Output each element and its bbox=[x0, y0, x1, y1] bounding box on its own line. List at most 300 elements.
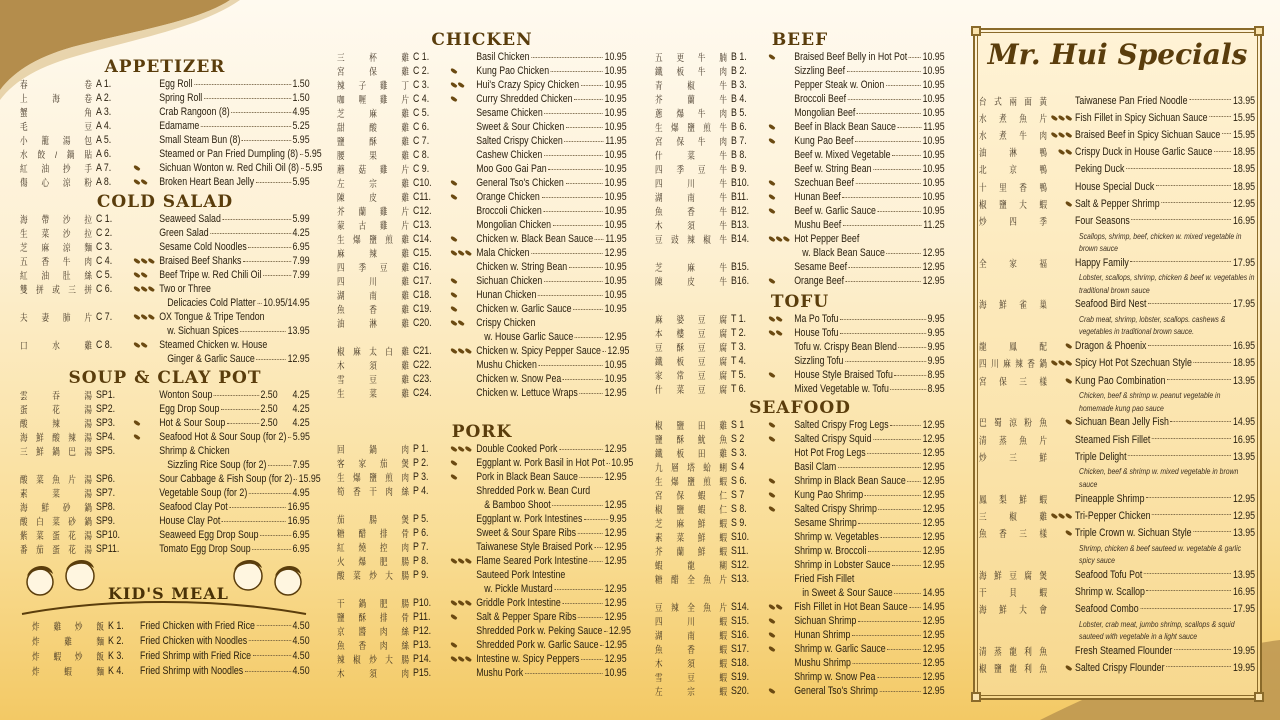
menu-item[interactable] bbox=[337, 526, 627, 540]
item-price: 10.95 bbox=[922, 191, 945, 203]
dot-leader bbox=[552, 498, 603, 506]
dot-leader bbox=[564, 134, 603, 142]
menu-item[interactable] bbox=[20, 618, 310, 633]
menu-item[interactable] bbox=[20, 444, 310, 458]
special-item[interactable] bbox=[979, 659, 1255, 676]
item-price: 2.50 bbox=[260, 417, 278, 429]
item-chinese-name: 番茄蛋花湯 bbox=[20, 545, 92, 556]
menu-item-continued[interactable] bbox=[337, 498, 627, 512]
dot-leader bbox=[606, 456, 609, 464]
menu-item[interactable] bbox=[337, 386, 627, 400]
special-item[interactable] bbox=[979, 490, 1255, 507]
item-name: Mushu Shrimp bbox=[794, 657, 851, 669]
item-code: P 9. bbox=[413, 569, 429, 581]
dot-leader bbox=[595, 232, 604, 240]
item-name: Beef Tripe w. Red Chili Oil bbox=[159, 269, 262, 281]
special-item[interactable] bbox=[979, 126, 1255, 143]
dot-leader bbox=[594, 540, 603, 548]
chili-pepper-icon bbox=[450, 473, 457, 481]
menu-item-continued[interactable] bbox=[655, 246, 945, 260]
special-item[interactable] bbox=[979, 109, 1255, 126]
item-chinese-name: 水煮魚片 bbox=[979, 113, 1047, 125]
menu-item[interactable] bbox=[337, 148, 627, 162]
chili-pepper-icon bbox=[783, 235, 790, 243]
menu-item[interactable] bbox=[655, 382, 945, 396]
menu-item[interactable] bbox=[20, 212, 310, 226]
menu-item[interactable] bbox=[337, 50, 627, 64]
item-price: 10.95 bbox=[604, 149, 627, 161]
menu-item-continued[interactable] bbox=[20, 352, 310, 366]
menu-item[interactable] bbox=[337, 106, 627, 120]
menu-item[interactable] bbox=[20, 388, 310, 402]
special-item[interactable] bbox=[979, 296, 1255, 313]
item-code: S 7 bbox=[731, 489, 745, 501]
menu-item[interactable] bbox=[655, 488, 945, 502]
menu-item[interactable] bbox=[20, 648, 310, 663]
dot-leader bbox=[1152, 507, 1231, 515]
item-name-line2: in Sweet & Sour Sauce bbox=[802, 587, 893, 599]
item-name: Seafood Combo bbox=[1075, 603, 1139, 616]
item-price: 10.95 bbox=[604, 667, 627, 679]
dot-leader bbox=[865, 488, 921, 496]
item-name: Dragon & Phoenix bbox=[1075, 340, 1147, 353]
chili-pepper-icon bbox=[768, 645, 775, 653]
menu-item[interactable] bbox=[655, 516, 945, 530]
menu-item[interactable] bbox=[20, 402, 310, 416]
item-price: 5.95 bbox=[292, 176, 310, 188]
dot-leader bbox=[578, 610, 603, 618]
menu-item[interactable] bbox=[337, 610, 627, 624]
spice-level bbox=[1047, 202, 1075, 206]
menu-item[interactable] bbox=[655, 432, 945, 446]
item-name: Shrimp in Black Bean Sauce bbox=[794, 475, 906, 487]
menu-item[interactable] bbox=[655, 232, 945, 246]
menu-item[interactable] bbox=[20, 310, 310, 324]
special-item[interactable] bbox=[979, 583, 1255, 600]
dot-leader bbox=[531, 246, 603, 254]
special-item[interactable] bbox=[979, 524, 1255, 541]
menu-item[interactable] bbox=[337, 288, 627, 302]
item-code: A 1. bbox=[96, 78, 112, 90]
menu-item[interactable] bbox=[20, 486, 310, 500]
chili-pepper-icon bbox=[450, 193, 457, 201]
menu-item[interactable] bbox=[337, 64, 627, 78]
menu-item[interactable] bbox=[655, 614, 945, 628]
menu-item[interactable] bbox=[655, 190, 945, 204]
menu-item[interactable] bbox=[655, 326, 945, 340]
chili-pepper-icon bbox=[450, 95, 457, 103]
menu-item[interactable] bbox=[655, 684, 945, 698]
item-code: P15. bbox=[413, 667, 432, 679]
item-code: T 4. bbox=[731, 355, 747, 367]
spice-level bbox=[451, 181, 477, 185]
dot-leader bbox=[563, 372, 603, 380]
menu-item[interactable] bbox=[337, 652, 627, 666]
dot-leader bbox=[1174, 642, 1231, 650]
menu-item[interactable] bbox=[655, 78, 945, 92]
spice-level bbox=[1047, 666, 1075, 670]
spice-level bbox=[769, 507, 795, 511]
chili-pepper-icon bbox=[1065, 200, 1072, 208]
menu-item[interactable] bbox=[20, 338, 310, 352]
menu-item[interactable] bbox=[337, 456, 634, 470]
item-code: B 7. bbox=[731, 135, 747, 147]
special-item[interactable] bbox=[979, 92, 1255, 109]
spice-level bbox=[1047, 133, 1075, 137]
menu-item[interactable] bbox=[337, 666, 627, 680]
item-price: 12.95 bbox=[922, 517, 945, 529]
dot-leader bbox=[573, 302, 603, 310]
spice-level bbox=[769, 689, 795, 693]
item-chinese-name: 客家茄煲 bbox=[337, 459, 409, 470]
dot-leader bbox=[907, 474, 921, 482]
menu-item-continued[interactable] bbox=[20, 458, 310, 472]
item-name: Szechuan Beef bbox=[794, 177, 854, 189]
item-chinese-name: 龍鳳配 bbox=[979, 342, 1047, 354]
menu-item[interactable] bbox=[655, 600, 945, 614]
menu-item[interactable] bbox=[337, 274, 627, 288]
chili-pepper-icon bbox=[148, 257, 155, 265]
special-item[interactable] bbox=[979, 448, 1255, 465]
chili-pepper-icon bbox=[457, 655, 464, 663]
special-item[interactable] bbox=[979, 355, 1255, 372]
special-item[interactable] bbox=[979, 144, 1255, 161]
item-chinese-name: 鹽酥排骨 bbox=[337, 613, 409, 624]
item-code: P14. bbox=[413, 653, 432, 665]
item-name: Shrimp w. Vegetables bbox=[794, 531, 879, 543]
item-code: SP6. bbox=[96, 473, 116, 485]
menu-item[interactable] bbox=[20, 430, 310, 444]
special-item[interactable] bbox=[979, 414, 1255, 431]
menu-item[interactable] bbox=[655, 64, 945, 78]
dot-leader bbox=[894, 368, 925, 376]
menu-item[interactable] bbox=[337, 78, 627, 92]
spice-level bbox=[134, 259, 160, 263]
menu-item[interactable] bbox=[337, 302, 627, 316]
chili-pepper-icon bbox=[768, 603, 775, 611]
item-name: Kung Pao Combination bbox=[1075, 374, 1166, 387]
item-code: T 1. bbox=[731, 313, 747, 325]
menu-item[interactable] bbox=[20, 500, 310, 514]
dot-leader bbox=[257, 618, 291, 626]
chili-pepper-icon bbox=[1065, 664, 1072, 672]
menu-item[interactable] bbox=[337, 470, 627, 484]
item-price: 12.95 bbox=[922, 247, 945, 259]
menu-item[interactable] bbox=[337, 596, 627, 610]
menu-item[interactable] bbox=[337, 190, 627, 204]
menu-item[interactable] bbox=[655, 120, 945, 134]
chili-pepper-icon bbox=[465, 557, 472, 565]
menu-item[interactable] bbox=[655, 354, 945, 368]
menu-item[interactable] bbox=[20, 528, 310, 542]
menu-item[interactable] bbox=[20, 91, 310, 105]
menu-item[interactable] bbox=[337, 162, 627, 176]
menu-item[interactable] bbox=[20, 175, 310, 189]
item-name-line2: w. Pickle Mustard bbox=[484, 583, 553, 595]
menu-item[interactable] bbox=[655, 106, 945, 120]
menu-item[interactable] bbox=[337, 372, 627, 386]
dot-leader bbox=[301, 161, 304, 169]
chili-pepper-icon bbox=[768, 435, 775, 443]
menu-item[interactable] bbox=[655, 134, 945, 148]
menu-item[interactable] bbox=[337, 92, 627, 106]
special-item[interactable] bbox=[979, 507, 1255, 524]
dot-leader bbox=[604, 624, 607, 632]
menu-item[interactable] bbox=[20, 542, 310, 556]
menu-item[interactable] bbox=[655, 656, 945, 670]
menu-item[interactable] bbox=[20, 119, 310, 133]
menu-item[interactable] bbox=[337, 120, 627, 134]
menu-item[interactable] bbox=[655, 274, 945, 288]
dot-leader bbox=[1128, 448, 1231, 456]
special-item[interactable] bbox=[979, 642, 1255, 659]
dot-leader bbox=[1156, 178, 1232, 186]
chili-pepper-icon bbox=[768, 631, 775, 639]
menu-item[interactable] bbox=[655, 312, 945, 326]
chili-pepper-icon bbox=[133, 164, 140, 172]
menu-item-continued[interactable] bbox=[337, 330, 627, 344]
item-price: 12.95 bbox=[922, 275, 945, 287]
menu-item[interactable] bbox=[20, 268, 310, 282]
item-price: 10.95 bbox=[604, 303, 627, 315]
item-price: 17.95 bbox=[1232, 603, 1255, 616]
menu-item[interactable] bbox=[655, 642, 945, 656]
dot-leader bbox=[227, 416, 259, 424]
item-name: Fried Chicken with Fried Rice bbox=[140, 619, 255, 632]
item-name: Kung Pao Chicken bbox=[476, 65, 550, 77]
dot-leader bbox=[538, 358, 603, 366]
item-price: 16.95 bbox=[1232, 340, 1255, 353]
item-name: Fish Fillet in Hot Bean Sauce bbox=[794, 601, 908, 613]
menu-item[interactable] bbox=[337, 554, 627, 568]
item-name: Vegetable Soup (for 2) bbox=[159, 487, 248, 499]
item-code: S15. bbox=[731, 615, 750, 627]
spice-level bbox=[769, 647, 795, 651]
item-code: C16. bbox=[413, 261, 432, 273]
item-chinese-name: 生爆鹽煎蝦 bbox=[655, 477, 727, 488]
menu-item[interactable] bbox=[20, 133, 310, 147]
dot-leader bbox=[229, 500, 286, 508]
menu-item[interactable] bbox=[20, 514, 310, 528]
menu-item[interactable] bbox=[655, 474, 945, 488]
menu-item[interactable] bbox=[337, 512, 627, 526]
special-item[interactable] bbox=[979, 431, 1255, 448]
menu-item[interactable] bbox=[655, 544, 945, 558]
menu-item[interactable] bbox=[337, 358, 627, 372]
item-price: 12.95 bbox=[1232, 197, 1255, 210]
menu-item[interactable] bbox=[20, 254, 310, 268]
menu-item[interactable] bbox=[20, 147, 322, 161]
menu-item[interactable] bbox=[20, 226, 310, 240]
item-chinese-name: 火爆肥腸 bbox=[337, 557, 409, 568]
item-name: Peking Duck bbox=[1075, 163, 1125, 176]
menu-item[interactable] bbox=[655, 572, 945, 586]
specials-title: Mr. Hui Specials bbox=[987, 38, 1248, 71]
menu-item[interactable] bbox=[337, 232, 627, 246]
menu-item-continued[interactable] bbox=[655, 586, 945, 600]
item-name: House Tofu bbox=[794, 327, 839, 339]
special-item[interactable] bbox=[979, 161, 1255, 178]
item-price: 19.95 bbox=[1232, 644, 1255, 657]
special-item[interactable] bbox=[979, 195, 1255, 212]
item-code: SP3. bbox=[96, 417, 116, 429]
item-price: 19.95 bbox=[1232, 662, 1255, 675]
special-item[interactable] bbox=[979, 254, 1255, 271]
dot-leader bbox=[566, 120, 603, 128]
menu-item[interactable] bbox=[337, 442, 627, 456]
menu-item[interactable] bbox=[20, 664, 310, 679]
menu-item[interactable] bbox=[20, 472, 321, 486]
item-price: 13.95 bbox=[1232, 568, 1255, 581]
item-chinese-name: 生爆鹽煎肉 bbox=[337, 473, 409, 484]
special-item[interactable] bbox=[979, 601, 1255, 618]
dot-leader bbox=[231, 105, 291, 113]
menu-item[interactable] bbox=[337, 484, 627, 498]
chili-pepper-icon bbox=[140, 271, 147, 279]
menu-section bbox=[20, 57, 323, 189]
menu-item[interactable] bbox=[655, 502, 945, 516]
item-name: Edamame bbox=[159, 120, 200, 132]
menu-item[interactable] bbox=[337, 204, 627, 218]
item-chinese-name: 木須雞 bbox=[337, 361, 409, 372]
spice-level bbox=[769, 479, 795, 483]
menu-item[interactable] bbox=[655, 530, 945, 544]
menu-item[interactable] bbox=[337, 316, 627, 330]
special-item[interactable] bbox=[979, 566, 1255, 583]
menu-item[interactable] bbox=[655, 92, 945, 106]
menu-item[interactable] bbox=[20, 282, 310, 296]
menu-item[interactable] bbox=[20, 416, 310, 430]
menu-item[interactable] bbox=[337, 624, 631, 638]
dot-leader bbox=[243, 254, 291, 262]
item-name: House Style Braised Tofu bbox=[794, 369, 893, 381]
item-price: 9.95 bbox=[609, 513, 627, 525]
item-chinese-name: 四川雞 bbox=[337, 277, 409, 288]
item-code: A 6. bbox=[96, 148, 112, 160]
menu-item-continued[interactable] bbox=[337, 582, 627, 596]
spice-level bbox=[769, 195, 795, 199]
item-chinese-name: 清蒸龍利魚 bbox=[979, 646, 1047, 658]
item-chinese-name: 木須牛 bbox=[655, 221, 727, 232]
item-name: Fried Fish Fillet bbox=[794, 573, 855, 585]
box-corner-ornament bbox=[971, 692, 981, 702]
item-name: Braised Beef Shanks bbox=[159, 255, 242, 267]
menu-item[interactable] bbox=[655, 368, 945, 382]
menu-item[interactable] bbox=[655, 418, 945, 432]
item-name: OX Tongue & Tripe Tendon bbox=[159, 311, 265, 323]
item-name: Tofu w. Crispy Bean Blend bbox=[794, 341, 897, 353]
chili-pepper-icon bbox=[133, 341, 140, 349]
menu-item[interactable] bbox=[655, 218, 945, 232]
menu-item[interactable] bbox=[20, 161, 323, 175]
item-code: B10. bbox=[731, 177, 750, 189]
item-name: Ma Po Tofu bbox=[794, 313, 839, 325]
item-price: 10.95 bbox=[604, 261, 627, 273]
special-item[interactable] bbox=[979, 372, 1255, 389]
section-title-kids-meal: KID'S MEAL bbox=[108, 584, 229, 603]
chili-pepper-icon bbox=[1051, 114, 1058, 122]
menu-item[interactable] bbox=[20, 105, 310, 119]
item-chinese-name: 鹽酥雞 bbox=[337, 137, 409, 148]
chili-pepper-icon bbox=[1065, 114, 1072, 122]
item-name: Eggplant w. Pork Basil in Hot Pot bbox=[476, 457, 605, 469]
item-chinese-name: 干貝蝦 bbox=[979, 587, 1047, 599]
item-chinese-name: 蘑菇雞片 bbox=[337, 165, 409, 176]
dot-leader bbox=[553, 218, 603, 226]
menu-item[interactable] bbox=[655, 628, 945, 642]
menu-item[interactable] bbox=[655, 340, 945, 354]
special-item[interactable] bbox=[979, 212, 1255, 229]
dot-leader bbox=[221, 402, 259, 410]
menu-item[interactable] bbox=[337, 246, 627, 260]
item-price: 15.95 bbox=[1232, 128, 1255, 141]
spice-level bbox=[769, 373, 795, 377]
special-item[interactable] bbox=[979, 338, 1255, 355]
menu-item[interactable] bbox=[337, 176, 627, 190]
chili-pepper-icon bbox=[133, 178, 140, 186]
item-code: P10. bbox=[413, 597, 432, 609]
menu-item[interactable] bbox=[20, 633, 310, 648]
menu-item-continued[interactable] bbox=[20, 324, 310, 338]
menu-item[interactable] bbox=[337, 134, 627, 148]
item-price: 12.95 bbox=[922, 475, 945, 487]
chili-pepper-icon bbox=[148, 285, 155, 293]
item-code: T 3. bbox=[731, 341, 747, 353]
dot-leader bbox=[892, 148, 921, 156]
spice-level bbox=[1047, 344, 1075, 348]
item-chinese-name: 水餃/鍋貼 bbox=[20, 150, 92, 161]
menu-item[interactable] bbox=[655, 148, 945, 162]
menu-item[interactable] bbox=[337, 568, 627, 582]
special-item[interactable] bbox=[979, 178, 1255, 195]
item-price: 13.95 bbox=[1232, 450, 1255, 463]
item-code: SP1. bbox=[96, 389, 116, 401]
menu-item[interactable] bbox=[20, 240, 310, 254]
menu-item[interactable] bbox=[655, 204, 945, 218]
item-price: 11.25 bbox=[923, 219, 945, 231]
chili-pepper-icon bbox=[768, 137, 775, 145]
menu-item-continued[interactable] bbox=[20, 296, 310, 310]
menu-item[interactable] bbox=[337, 344, 630, 358]
menu-item[interactable] bbox=[655, 670, 945, 684]
spice-level bbox=[1047, 379, 1075, 383]
menu-item[interactable] bbox=[337, 638, 627, 652]
dot-leader bbox=[899, 340, 926, 348]
menu-item[interactable] bbox=[337, 260, 627, 274]
item-price: 12.95 bbox=[922, 657, 945, 669]
item-price-large: 4.25 bbox=[292, 389, 310, 401]
menu-item[interactable] bbox=[655, 176, 945, 190]
item-code: C 6. bbox=[96, 283, 113, 295]
item-code: S10. bbox=[731, 531, 750, 543]
item-code: B15. bbox=[731, 261, 750, 273]
item-chinese-name: 魚香蝦 bbox=[655, 645, 727, 656]
menu-item[interactable] bbox=[337, 540, 627, 554]
menu-item[interactable] bbox=[337, 218, 627, 232]
item-name: Chicken w. Black Bean Sauce bbox=[476, 233, 594, 245]
item-description: Shrimp, chicken & beef sauteed w. vegetable & garlic spicy sauce bbox=[1079, 542, 1242, 565]
menu-item[interactable] bbox=[655, 162, 945, 176]
chili-pepper-icon bbox=[133, 433, 140, 441]
menu-item[interactable] bbox=[655, 460, 945, 474]
menu-item[interactable] bbox=[655, 558, 945, 572]
spice-level bbox=[451, 279, 477, 283]
item-code: C 7. bbox=[413, 135, 430, 147]
menu-item[interactable] bbox=[655, 50, 945, 64]
menu-item[interactable] bbox=[655, 260, 945, 274]
menu-item[interactable] bbox=[20, 77, 310, 91]
menu-item[interactable] bbox=[655, 446, 945, 460]
